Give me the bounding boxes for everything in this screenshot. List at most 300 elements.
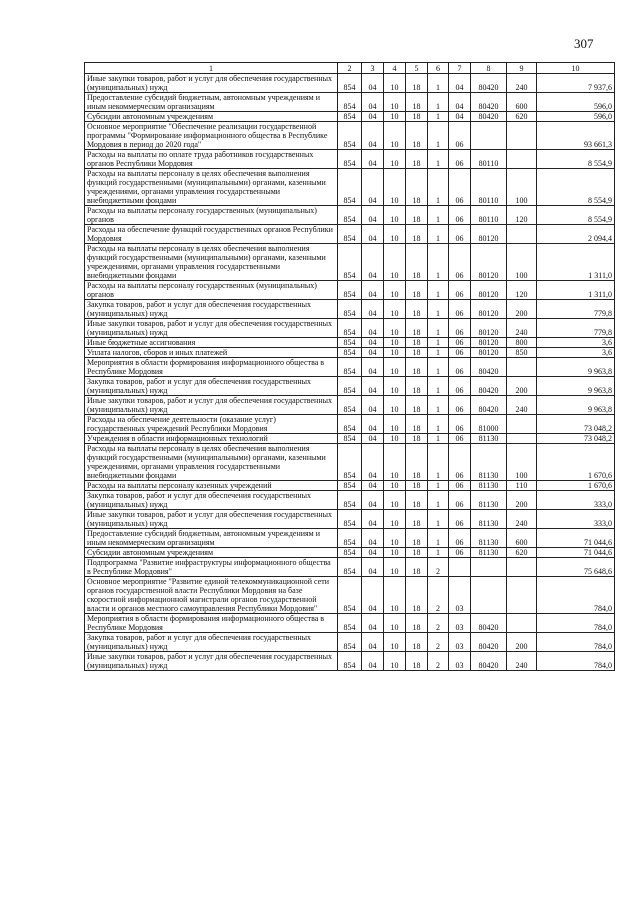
expense-type-cell: 100 bbox=[507, 244, 537, 281]
description-cell: Закупка товаров, работ и услуг для обеспечения государственных (муниципальных) нужд bbox=[85, 377, 338, 396]
subprogram-cell: 1 bbox=[428, 415, 449, 434]
expense-type-cell: 120 bbox=[507, 206, 537, 225]
amount-cell: 784,0 bbox=[537, 633, 615, 652]
subsection-cell: 10 bbox=[384, 122, 406, 150]
amount-cell: 596,0 bbox=[537, 93, 615, 112]
subsection-cell: 10 bbox=[384, 206, 406, 225]
description-cell: Подпрограмма "Развитие инфраструктуры информационного общества в Республике Мордовия" bbox=[85, 558, 338, 577]
activity-cell: 06 bbox=[449, 444, 471, 481]
subprogram-cell: 1 bbox=[428, 206, 449, 225]
table-row bbox=[85, 481, 615, 491]
admin-code-cell: 854 bbox=[338, 281, 362, 300]
admin-code-cell: 854 bbox=[338, 206, 362, 225]
admin-code-cell: 854 bbox=[338, 614, 362, 633]
amount-cell: 9 963,8 bbox=[537, 396, 615, 415]
subprogram-cell: 1 bbox=[428, 122, 449, 150]
amount-cell: 2 094,4 bbox=[537, 225, 615, 244]
expense-type-cell: 100 bbox=[507, 169, 537, 206]
description-cell: Закупка товаров, работ и услуг для обеспечения государственных (муниципальных) нужд bbox=[85, 633, 338, 652]
program-cell: 18 bbox=[406, 150, 428, 169]
admin-code-cell: 854 bbox=[338, 225, 362, 244]
admin-code-cell: 854 bbox=[338, 491, 362, 510]
table-row bbox=[85, 510, 615, 529]
header-cell: 6 bbox=[428, 63, 449, 74]
direction-cell: 80420 bbox=[471, 652, 507, 671]
subsection-cell: 10 bbox=[384, 348, 406, 358]
subsection-cell: 10 bbox=[384, 319, 406, 338]
program-cell: 18 bbox=[406, 548, 428, 558]
section-cell: 04 bbox=[362, 396, 384, 415]
program-cell: 18 bbox=[406, 652, 428, 671]
section-cell: 04 bbox=[362, 93, 384, 112]
admin-code-cell: 854 bbox=[338, 510, 362, 529]
header-cell: 9 bbox=[507, 63, 537, 74]
direction-cell: 81130 bbox=[471, 444, 507, 481]
amount-cell: 3,6 bbox=[537, 338, 615, 348]
subprogram-cell: 1 bbox=[428, 169, 449, 206]
subprogram-cell: 1 bbox=[428, 150, 449, 169]
amount-cell: 71 044,6 bbox=[537, 529, 615, 548]
amount-cell: 784,0 bbox=[537, 652, 615, 671]
activity-cell: 06 bbox=[449, 415, 471, 434]
section-cell: 04 bbox=[362, 225, 384, 244]
subsection-cell: 10 bbox=[384, 244, 406, 281]
subsection-cell: 10 bbox=[384, 652, 406, 671]
direction-cell: 80420 bbox=[471, 614, 507, 633]
header-cell: 8 bbox=[471, 63, 507, 74]
activity-cell: 06 bbox=[449, 348, 471, 358]
direction-cell: 81130 bbox=[471, 529, 507, 548]
expense-type-cell bbox=[507, 150, 537, 169]
subprogram-cell: 1 bbox=[428, 281, 449, 300]
direction-cell: 81130 bbox=[471, 434, 507, 444]
admin-code-cell: 854 bbox=[338, 481, 362, 491]
direction-cell bbox=[471, 558, 507, 577]
subprogram-cell: 1 bbox=[428, 93, 449, 112]
activity-cell: 06 bbox=[449, 300, 471, 319]
program-cell: 18 bbox=[406, 319, 428, 338]
table-row bbox=[85, 548, 615, 558]
subprogram-cell: 1 bbox=[428, 444, 449, 481]
subprogram-cell: 1 bbox=[428, 319, 449, 338]
activity-cell: 06 bbox=[449, 548, 471, 558]
direction-cell: 80120 bbox=[471, 348, 507, 358]
program-cell: 18 bbox=[406, 225, 428, 244]
expense-type-cell bbox=[507, 558, 537, 577]
program-cell: 18 bbox=[406, 614, 428, 633]
admin-code-cell: 854 bbox=[338, 112, 362, 122]
expense-type-cell bbox=[507, 358, 537, 377]
admin-code-cell: 854 bbox=[338, 434, 362, 444]
amount-cell: 1 670,6 bbox=[537, 481, 615, 491]
expense-type-cell bbox=[507, 225, 537, 244]
table-row bbox=[85, 112, 615, 122]
table-row bbox=[85, 577, 615, 614]
activity-cell: 06 bbox=[449, 358, 471, 377]
table-row bbox=[85, 614, 615, 633]
table-row bbox=[85, 348, 615, 358]
subsection-cell: 10 bbox=[384, 377, 406, 396]
direction-cell: 80110 bbox=[471, 150, 507, 169]
section-cell: 04 bbox=[362, 558, 384, 577]
description-cell: Иные закупки товаров, работ и услуг для обеспечения государственных (муниципальных) нужд bbox=[85, 510, 338, 529]
amount-cell: 8 554,9 bbox=[537, 206, 615, 225]
expense-type-cell: 200 bbox=[507, 491, 537, 510]
description-cell: Расходы на выплаты персоналу государственных (муниципальных) органов bbox=[85, 206, 338, 225]
amount-cell: 7 937,6 bbox=[537, 74, 615, 93]
admin-code-cell: 854 bbox=[338, 74, 362, 93]
section-cell: 04 bbox=[362, 614, 384, 633]
activity-cell: 03 bbox=[449, 577, 471, 614]
table-row bbox=[85, 74, 615, 93]
subprogram-cell: 1 bbox=[428, 510, 449, 529]
subprogram-cell: 1 bbox=[428, 548, 449, 558]
admin-code-cell: 854 bbox=[338, 244, 362, 281]
subprogram-cell: 1 bbox=[428, 529, 449, 548]
subsection-cell: 10 bbox=[384, 558, 406, 577]
program-cell: 18 bbox=[406, 338, 428, 348]
subprogram-cell: 1 bbox=[428, 74, 449, 93]
admin-code-cell: 854 bbox=[338, 396, 362, 415]
table-row bbox=[85, 558, 615, 577]
program-cell: 18 bbox=[406, 377, 428, 396]
direction-cell: 81130 bbox=[471, 481, 507, 491]
expense-type-cell: 620 bbox=[507, 548, 537, 558]
direction-cell: 80110 bbox=[471, 169, 507, 206]
program-cell: 18 bbox=[406, 281, 428, 300]
header-cell: 5 bbox=[406, 63, 428, 74]
program-cell: 18 bbox=[406, 122, 428, 150]
activity-cell: 04 bbox=[449, 74, 471, 93]
expense-type-cell bbox=[507, 415, 537, 434]
activity-cell: 06 bbox=[449, 206, 471, 225]
activity-cell: 06 bbox=[449, 150, 471, 169]
expense-type-cell: 600 bbox=[507, 529, 537, 548]
table-row bbox=[85, 122, 615, 150]
section-cell: 04 bbox=[362, 491, 384, 510]
description-cell: Расходы на выплаты персоналу казенных учреждений bbox=[85, 481, 338, 491]
section-cell: 04 bbox=[362, 74, 384, 93]
program-cell: 18 bbox=[406, 415, 428, 434]
subsection-cell: 10 bbox=[384, 225, 406, 244]
subprogram-cell: 2 bbox=[428, 652, 449, 671]
expense-type-cell: 200 bbox=[507, 377, 537, 396]
direction-cell: 80120 bbox=[471, 244, 507, 281]
admin-code-cell: 854 bbox=[338, 577, 362, 614]
program-cell: 18 bbox=[406, 358, 428, 377]
activity-cell: 03 bbox=[449, 614, 471, 633]
amount-cell: 71 044,6 bbox=[537, 548, 615, 558]
section-cell: 04 bbox=[362, 244, 384, 281]
activity-cell: 06 bbox=[449, 225, 471, 244]
admin-code-cell: 854 bbox=[338, 558, 362, 577]
amount-cell: 73 048,2 bbox=[537, 434, 615, 444]
subsection-cell: 10 bbox=[384, 529, 406, 548]
expense-type-cell: 240 bbox=[507, 396, 537, 415]
description-cell: Закупка товаров, работ и услуг для обеспечения государственных (муниципальных) нужд bbox=[85, 491, 338, 510]
admin-code-cell: 854 bbox=[338, 93, 362, 112]
header-cell: 4 bbox=[384, 63, 406, 74]
table-body bbox=[85, 74, 615, 671]
activity-cell: 03 bbox=[449, 652, 471, 671]
section-cell: 04 bbox=[362, 122, 384, 150]
description-cell: Предоставление субсидий бюджетным, автономным учреждениям и иным некоммерческим организациям bbox=[85, 529, 338, 548]
section-cell: 04 bbox=[362, 300, 384, 319]
table-row bbox=[85, 434, 615, 444]
activity-cell bbox=[449, 558, 471, 577]
direction-cell bbox=[471, 577, 507, 614]
activity-cell: 06 bbox=[449, 396, 471, 415]
admin-code-cell: 854 bbox=[338, 338, 362, 348]
expense-type-cell: 240 bbox=[507, 652, 537, 671]
section-cell: 04 bbox=[362, 548, 384, 558]
table-row bbox=[85, 300, 615, 319]
description-cell: Иные бюджетные ассигнования bbox=[85, 338, 338, 348]
description-cell: Расходы на выплаты персоналу в целях обеспечения выполнения функций государственными (муниципальными) органами, казенными учреждениями, органами управления государственными внебюджетными фондами bbox=[85, 169, 338, 206]
program-cell: 18 bbox=[406, 510, 428, 529]
subsection-cell: 10 bbox=[384, 548, 406, 558]
program-cell: 18 bbox=[406, 206, 428, 225]
direction-cell: 80120 bbox=[471, 338, 507, 348]
table-header-row bbox=[85, 63, 615, 74]
table-row bbox=[85, 529, 615, 548]
admin-code-cell: 854 bbox=[338, 415, 362, 434]
program-cell: 18 bbox=[406, 300, 428, 319]
program-cell: 18 bbox=[406, 396, 428, 415]
section-cell: 04 bbox=[362, 444, 384, 481]
subsection-cell: 10 bbox=[384, 74, 406, 93]
amount-cell: 93 661,3 bbox=[537, 122, 615, 150]
program-cell: 18 bbox=[406, 434, 428, 444]
section-cell: 04 bbox=[362, 652, 384, 671]
program-cell: 18 bbox=[406, 633, 428, 652]
subprogram-cell: 1 bbox=[428, 112, 449, 122]
direction-cell: 81130 bbox=[471, 548, 507, 558]
subsection-cell: 10 bbox=[384, 444, 406, 481]
amount-cell: 1 311,0 bbox=[537, 281, 615, 300]
subprogram-cell: 1 bbox=[428, 338, 449, 348]
direction-cell: 81130 bbox=[471, 510, 507, 529]
amount-cell: 779,8 bbox=[537, 300, 615, 319]
program-cell: 18 bbox=[406, 577, 428, 614]
subprogram-cell: 2 bbox=[428, 633, 449, 652]
expense-type-cell: 100 bbox=[507, 444, 537, 481]
admin-code-cell: 854 bbox=[338, 652, 362, 671]
description-cell: Закупка товаров, работ и услуг для обеспечения государственных (муниципальных) нужд bbox=[85, 300, 338, 319]
direction-cell: 80420 bbox=[471, 112, 507, 122]
description-cell: Расходы на выплаты по оплате труда работников государственных органов Республики Мордовия bbox=[85, 150, 338, 169]
table-row bbox=[85, 633, 615, 652]
table-row bbox=[85, 338, 615, 348]
table-row bbox=[85, 244, 615, 281]
subprogram-cell: 1 bbox=[428, 377, 449, 396]
direction-cell: 80120 bbox=[471, 225, 507, 244]
description-cell: Расходы на обеспечение деятельности (оказание услуг) государственных учреждений Республики Мордовия bbox=[85, 415, 338, 434]
subprogram-cell: 1 bbox=[428, 225, 449, 244]
expense-type-cell bbox=[507, 434, 537, 444]
program-cell: 18 bbox=[406, 558, 428, 577]
header-cell: 3 bbox=[362, 63, 384, 74]
program-cell: 18 bbox=[406, 348, 428, 358]
description-cell: Расходы на выплаты персоналу в целях обеспечения выполнения функций государственными (муниципальными) органами, казенными учреждениями, органами управления государственными внебюджетными фондами bbox=[85, 244, 338, 281]
subprogram-cell: 1 bbox=[428, 348, 449, 358]
description-cell: Иные закупки товаров, работ и услуг для обеспечения государственных (муниципальных) нужд bbox=[85, 319, 338, 338]
subsection-cell: 10 bbox=[384, 93, 406, 112]
direction-cell: 80420 bbox=[471, 633, 507, 652]
program-cell: 18 bbox=[406, 444, 428, 481]
description-cell: Мероприятия в области формирования информационного общества в Республике Мордовия bbox=[85, 358, 338, 377]
program-cell: 18 bbox=[406, 112, 428, 122]
table-row bbox=[85, 377, 615, 396]
section-cell: 04 bbox=[362, 377, 384, 396]
table-row bbox=[85, 93, 615, 112]
description-cell: Предоставление субсидий бюджетным, автономным учреждениям и иным некоммерческим организациям bbox=[85, 93, 338, 112]
direction-cell bbox=[471, 122, 507, 150]
section-cell: 04 bbox=[362, 633, 384, 652]
direction-cell: 80110 bbox=[471, 206, 507, 225]
subprogram-cell: 2 bbox=[428, 614, 449, 633]
activity-cell: 04 bbox=[449, 112, 471, 122]
description-cell: Иные закупки товаров, работ и услуг для обеспечения государственных (муниципальных) нужд bbox=[85, 74, 338, 93]
amount-cell: 1 311,0 bbox=[537, 244, 615, 281]
amount-cell: 784,0 bbox=[537, 614, 615, 633]
admin-code-cell: 854 bbox=[338, 377, 362, 396]
amount-cell: 73 048,2 bbox=[537, 415, 615, 434]
subprogram-cell: 1 bbox=[428, 244, 449, 281]
admin-code-cell: 854 bbox=[338, 319, 362, 338]
subsection-cell: 10 bbox=[384, 338, 406, 348]
table-row bbox=[85, 319, 615, 338]
amount-cell: 9 963,8 bbox=[537, 358, 615, 377]
table-row bbox=[85, 225, 615, 244]
subsection-cell: 10 bbox=[384, 150, 406, 169]
description-cell: Расходы на выплаты персоналу в целях обеспечения выполнения функций государственными (муниципальными) органами, казенными учреждениями, органами управления государственными внебюджетными фондами bbox=[85, 444, 338, 481]
expense-type-cell: 620 bbox=[507, 112, 537, 122]
section-cell: 04 bbox=[362, 434, 384, 444]
activity-cell: 06 bbox=[449, 244, 471, 281]
description-cell: Расходы на выплаты персоналу государственных (муниципальных) органов bbox=[85, 281, 338, 300]
direction-cell: 80120 bbox=[471, 300, 507, 319]
program-cell: 18 bbox=[406, 481, 428, 491]
table-row bbox=[85, 150, 615, 169]
activity-cell: 06 bbox=[449, 510, 471, 529]
activity-cell: 06 bbox=[449, 377, 471, 396]
description-cell: Учреждения в области информационных технологий bbox=[85, 434, 338, 444]
table-row bbox=[85, 491, 615, 510]
description-cell: Мероприятия в области формирования информационного общества в Республике Мордовия bbox=[85, 614, 338, 633]
table-row bbox=[85, 206, 615, 225]
activity-cell: 04 bbox=[449, 93, 471, 112]
section-cell: 04 bbox=[362, 348, 384, 358]
admin-code-cell: 854 bbox=[338, 169, 362, 206]
header-cell: 2 bbox=[338, 63, 362, 74]
program-cell: 18 bbox=[406, 491, 428, 510]
activity-cell: 06 bbox=[449, 338, 471, 348]
expense-type-cell bbox=[507, 577, 537, 614]
subprogram-cell: 1 bbox=[428, 358, 449, 377]
subsection-cell: 10 bbox=[384, 577, 406, 614]
expense-type-cell: 110 bbox=[507, 481, 537, 491]
page-number: 307 bbox=[574, 36, 594, 51]
section-cell: 04 bbox=[362, 281, 384, 300]
amount-cell: 8 554,9 bbox=[537, 150, 615, 169]
amount-cell: 8 554,9 bbox=[537, 169, 615, 206]
program-cell: 18 bbox=[406, 169, 428, 206]
section-cell: 04 bbox=[362, 510, 384, 529]
subsection-cell: 10 bbox=[384, 281, 406, 300]
subsection-cell: 10 bbox=[384, 481, 406, 491]
subprogram-cell: 2 bbox=[428, 558, 449, 577]
expense-type-cell: 240 bbox=[507, 510, 537, 529]
subprogram-cell: 1 bbox=[428, 300, 449, 319]
expense-type-cell: 800 bbox=[507, 338, 537, 348]
activity-cell: 06 bbox=[449, 481, 471, 491]
subsection-cell: 10 bbox=[384, 358, 406, 377]
header-cell: 7 bbox=[449, 63, 471, 74]
description-cell: Расходы на обеспечение функций государственных органов Республики Мордовия bbox=[85, 225, 338, 244]
direction-cell: 81130 bbox=[471, 491, 507, 510]
description-cell: Субсидии автономным учреждениям bbox=[85, 112, 338, 122]
direction-cell: 80420 bbox=[471, 93, 507, 112]
amount-cell: 9 963,8 bbox=[537, 377, 615, 396]
description-cell: Основное мероприятие "Обеспечение реализации государственной программы "Формирование информационного общества в Республике Мордовия в период до 2020 года" bbox=[85, 122, 338, 150]
admin-code-cell: 854 bbox=[338, 529, 362, 548]
admin-code-cell: 854 bbox=[338, 122, 362, 150]
subsection-cell: 10 bbox=[384, 491, 406, 510]
section-cell: 04 bbox=[362, 338, 384, 348]
subsection-cell: 10 bbox=[384, 415, 406, 434]
activity-cell: 06 bbox=[449, 319, 471, 338]
program-cell: 18 bbox=[406, 529, 428, 548]
subprogram-cell: 1 bbox=[428, 396, 449, 415]
direction-cell: 80120 bbox=[471, 281, 507, 300]
section-cell: 04 bbox=[362, 112, 384, 122]
activity-cell: 06 bbox=[449, 529, 471, 548]
amount-cell: 75 648,6 bbox=[537, 558, 615, 577]
section-cell: 04 bbox=[362, 358, 384, 377]
direction-cell: 80420 bbox=[471, 74, 507, 93]
program-cell: 18 bbox=[406, 244, 428, 281]
description-cell: Уплата налогов, сборов и иных платежей bbox=[85, 348, 338, 358]
table-row bbox=[85, 652, 615, 671]
direction-cell: 80120 bbox=[471, 319, 507, 338]
expense-type-cell: 850 bbox=[507, 348, 537, 358]
table-row bbox=[85, 396, 615, 415]
section-cell: 04 bbox=[362, 529, 384, 548]
table-row bbox=[85, 169, 615, 206]
subsection-cell: 10 bbox=[384, 300, 406, 319]
subsection-cell: 10 bbox=[384, 510, 406, 529]
expense-type-cell bbox=[507, 122, 537, 150]
description-cell: Субсидии автономным учреждениям bbox=[85, 548, 338, 558]
activity-cell: 06 bbox=[449, 491, 471, 510]
table-row bbox=[85, 415, 615, 434]
expense-type-cell: 240 bbox=[507, 74, 537, 93]
expense-type-cell: 120 bbox=[507, 281, 537, 300]
amount-cell: 1 670,6 bbox=[537, 444, 615, 481]
direction-cell: 80420 bbox=[471, 396, 507, 415]
amount-cell: 779,8 bbox=[537, 319, 615, 338]
subprogram-cell: 1 bbox=[428, 434, 449, 444]
section-cell: 04 bbox=[362, 150, 384, 169]
program-cell: 18 bbox=[406, 93, 428, 112]
description-cell: Иные закупки товаров, работ и услуг для обеспечения государственных (муниципальных) нужд bbox=[85, 652, 338, 671]
section-cell: 04 bbox=[362, 577, 384, 614]
admin-code-cell: 854 bbox=[338, 548, 362, 558]
subsection-cell: 10 bbox=[384, 396, 406, 415]
section-cell: 04 bbox=[362, 481, 384, 491]
subsection-cell: 10 bbox=[384, 633, 406, 652]
